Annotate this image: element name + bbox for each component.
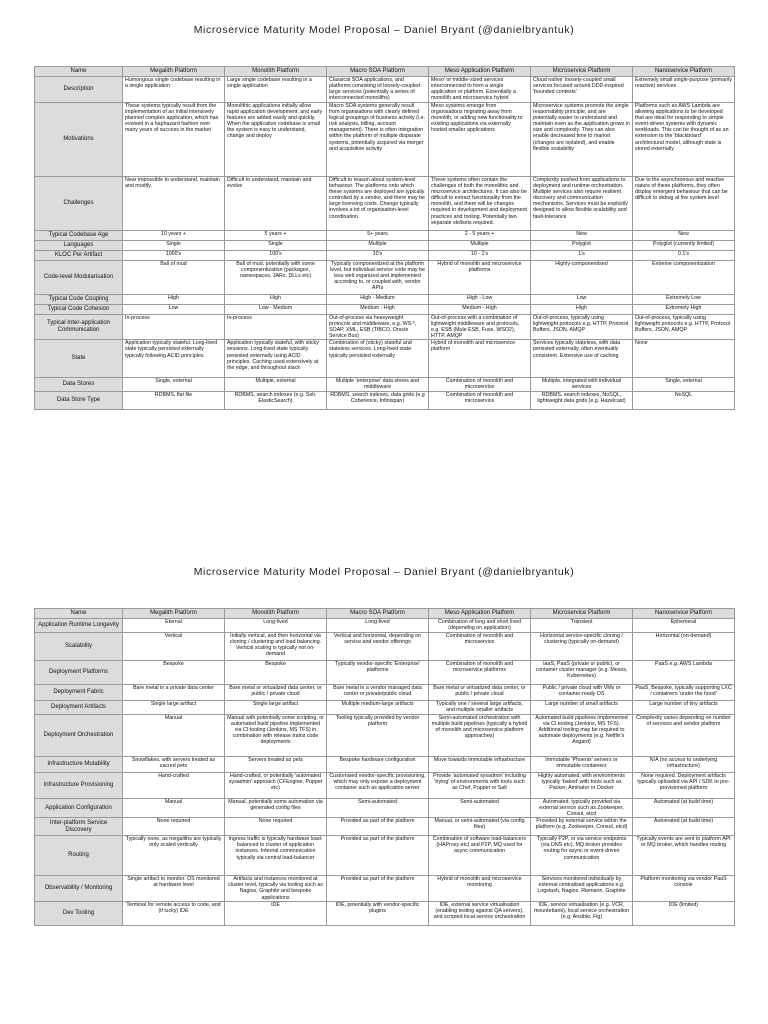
column-header: Monolith Platform [225,609,327,619]
maturity-table-1 [34,66,735,410]
table-cell: Automated (at build time) [633,818,735,836]
row-label: Typical Code Cohesion [35,305,123,315]
table-cell: In-process [225,315,327,340]
row-label: Deployment Artifacts [35,701,123,715]
table-cell: Manual [123,799,225,818]
table-cell: Combination of monolith and microservice [429,392,531,410]
table-cell: Ball of mud [123,261,225,295]
table-cell: Multiple [327,241,429,251]
table-cell: Provided as part of the platform [327,836,429,876]
table-cell: None [633,340,735,378]
table-cell: Semi-automated [327,799,429,818]
table-cell: Classical SOA applications, and platforms consisting of loosely-coupled large services (potentially a series of interconnected monoliths) [327,77,429,103]
table-cell: Out-of-process via heavyweight protocols and middleware, e.g. WS-*, SOAP, XML, ESB (TIBCO, Oracle Service Bus) [327,315,429,340]
table-cell: Humongous single codebase resulting in a single application [123,77,225,103]
table-row [35,661,735,685]
table-cell: Vertical [123,633,225,661]
table-cell: Multiple [429,241,531,251]
table-cell: IDE, external service virtualisation (enabling testing against QA servers), and scripted local service orchestration [429,902,531,926]
table-row [35,340,735,378]
table-cell: Multiple 'enterprise' data stores and middleware [327,378,429,392]
table-cell: Typically none, as megaliths are typically only scaled vertically [123,836,225,876]
row-label: Data Stores [35,378,123,392]
table-cell: Hybrid of monolith and microservice monitoring [429,876,531,902]
table-cell: Polyglot (currently limited) [633,241,735,251]
table-cell: High [225,295,327,305]
table-cell: Hybrid of monolith and microservice platforms [429,261,531,295]
table-cell: Manual with potentially some scripting, or automated build pipeline implemented via CI tooling (Jenkins, MS TFS) in combination with release trains code deployments [225,715,327,757]
table-cell: Medium - High [327,305,429,315]
table-cell: RDBMS, flat file [123,392,225,410]
table-cell: Extremely Low [633,295,735,305]
table-cell: Typically vendor-specific 'Enterprise' platforms [327,661,429,685]
table-cell: Terminal for remote access to code, and (if lucky) IDE [123,902,225,926]
table-row [35,392,735,410]
table-row [35,757,735,773]
column-header: Microservice Platform [531,67,633,77]
table-cell: Single [225,241,327,251]
column-header: Monolith Platform [225,67,327,77]
row-label: Code-level Modularisation [35,261,123,295]
table-cell: Macro SOA systems generally result from organisations with clearly defined logical groupings of business activity (i.e. risk analysis, billing, account management). There is often integration within the platform of multiple disparate systems, potentially acquired via merger and acquisition activity [327,103,429,177]
table-cell: Cloud native' loosely-coupled small services focused around DDD-inspired 'bounded contexts' [531,77,633,103]
table-cell: 5+ years [327,231,429,241]
table-cell: Platform monitoring via vendor PaaS console [633,876,735,902]
table-cell: Ephemeral [633,619,735,633]
table-cell: Meso' or middle-sized services interconnected to form a single application or platform. Essentially a monolith and microservice hybrid [429,77,531,103]
table-row [35,77,735,103]
table-cell: 0.1's [633,251,735,261]
table-cell: IDE (limited) [633,902,735,926]
table-cell: Servers treated as pets [225,757,327,773]
table-cell: Single, external [123,378,225,392]
table-cell: These systems often contain the challenges of both the monolithic and microservice architectures. It can also be difficult to extract functionality from the monolith, and there will be changes required in development and deployment practices and tooling. Potentially two separate skillsets required. [429,177,531,231]
table-cell: IDE, service virtualisation (e.g. VCR, mountebank), local service orchestration (e.g. Ansible, Fig) [531,902,633,926]
table-cell: Ingress traffic is typically hardware load-balanced to cluster of application instances. Internal communication typically via central load-balancer [225,836,327,876]
table-cell: Combination of software load-balancers (HAProxy etc) and P2P. MQ used for async communication [429,836,531,876]
table-row [35,315,735,340]
table-cell: Provided by external service within the platform (e.g. Zookeeper, Consul, etcd) [531,818,633,836]
table-cell: Microservice systems promote the single responsibility principle, and are potentially easier to understand and maintain even as the application grows in size and complexity. They can also enable decreased time to market (changes are isolated), and enable flexible scalability [531,103,633,177]
table-cell: Due to the asynchronous and reactive nature of these platforms, they often display emergent behaviour that can be difficult to debug at the system level [633,177,735,231]
table-cell: These systems typically result from the implementation of an initial intensively planned complex application, which has evolved in a haphazard fashion over many years of success in the market [123,103,225,177]
row-label: Inter-platform Service Discovery [35,818,123,836]
row-label: Challenges [35,177,123,231]
column-header: Nanoservice Platform [633,67,735,77]
table-cell: Typically P2P, or via service endpoints (via DNS etc), MQ broker provides routing for async or event-driven communication [531,836,633,876]
table-cell: Horizontal (on-demand) [633,633,735,661]
table-cell: Large number of tiny artifacts [633,701,735,715]
table-cell: 100's [225,251,327,261]
table-cell: Bare metal or virtualized data center, or public / private cloud [429,685,531,701]
column-header: Macro SOA Platform [327,67,429,77]
table-cell: 1000's [123,251,225,261]
table-cell: Tooling typically provided by vendor platform [327,715,429,757]
table-cell: Typically one / several large artifacts, and multiple smaller artifacts [429,701,531,715]
table-row [35,902,735,926]
table-cell: Highly-componentised [531,261,633,295]
table-cell: Near impossible to understand, maintain and modify. [123,177,225,231]
table-cell: 10 - 1's [429,251,531,261]
table-cell: In-process [123,315,225,340]
row-label: Typical Code Coupling [35,295,123,305]
column-header: Meso Application Platform [429,67,531,77]
page-title-1: Microservice Maturity Model Proposal – Daniel Bryant (@danielbryantuk) [193,24,575,36]
table-cell: Complexity pushed from applications to deployment and runtime orchestration. Multiple services also require resilient discovery and communication mechanisms. Services must be explicitly designed to allow flexible scalability and fault-tolerance [531,177,633,231]
table-cell: Monolithic applications initially allow rapid application development, and early features are added easily and quickly. When the application codebase is small the system is easy to understand, change and deploy [225,103,327,177]
table-cell: Hybrid of monolith and microservice platform [429,340,531,378]
table-cell: Bespoke hardware configuration [327,757,429,773]
row-label: Data Store Type [35,392,123,410]
column-header: Megalith Platform [123,609,225,619]
table-cell: Services monitored individually by external centralised applications e.g. Logstash, Nagios, Riemann, Graphite [531,876,633,902]
table-body-1 [35,77,735,410]
table-cell: Manual, or semi-automated (via config files) [429,818,531,836]
table-cell: Medium - High [429,305,531,315]
table-cell: Low [123,305,225,315]
row-label: Infrastructure Mutability [35,757,123,773]
table-cell: Manual, potentially some automation via generated config files [225,799,327,818]
table-cell: Low [531,295,633,305]
table-cell: Eternal [123,619,225,633]
table-cell: IDE, potentially with vendor-specific plugins [327,902,429,926]
table-cell: Bespoke [123,661,225,685]
table-row [35,715,735,757]
table-cell: Highly automated, with environments typically 'baked' with tools such as Packer, Aminator or Docker [531,773,633,799]
table-cell: Artifacts and instances monitored at cluster level, typically via tooling such as Nagios, Graphite and bespoke applications [225,876,327,902]
row-label: Motivations [35,103,123,177]
table-cell: Automated build pipelines implemented via CI tooling (Jenkins, MS TFS). Additional tooling may be required to automate deployments (e.g. Netflix's Asgard) [531,715,633,757]
table-cell: Immutable 'Phoenix' servers or immutable containers [531,757,633,773]
column-header: Name [35,609,123,619]
row-label: Deployment Orchestration [35,715,123,757]
table-row [35,251,735,261]
table-cell: High - Medium [327,295,429,305]
table-cell: Application typically stateful. Long-lived state typically persisted externally typically following ACID principles [123,340,225,378]
table-cell: Out-of-process, typically using lightweight protocols e.g. HTTP, Protocol Buffers, JSON, AMQP [633,315,735,340]
table-cell: None required. Deployment artifacts typically uploaded via API / SDK to pre-provisioned platform [633,773,735,799]
row-label: Observability / Monitoring [35,876,123,902]
table-row [35,619,735,633]
table-cell: RDBMS, search indexes, NoSQL, lightweight data grids (e.g. Hazelcast) [531,392,633,410]
table-cell: Hand-crafted [123,773,225,799]
table-cell: Meso systems emerge from organisations migrating away from monolith, or adding new functionality to existing applications via externally hosted smaller applications [429,103,531,177]
table-cell: Difficult to understand, maintain and evolve [225,177,327,231]
table-cell: Long-lived [225,619,327,633]
table-cell: Combination of long and short lived (depending on application) [429,619,531,633]
table-cell: Bare metal in a private data center [123,685,225,701]
column-header: Meso Application Platform [429,609,531,619]
table-row [35,241,735,251]
table-cell: None required [225,818,327,836]
table-cell: Manual [123,715,225,757]
header-row [35,67,735,77]
table-row [35,295,735,305]
table-row [35,773,735,799]
table-row [35,261,735,295]
table-cell: Services typically stateless, with data persisted externally, often eventually consistent. Extensive use of caching [531,340,633,378]
row-label: Deployment Fabric [35,685,123,701]
table-cell: Single large artifact [123,701,225,715]
row-label: Infrastructure Provisioning [35,773,123,799]
table-cell: 1's [531,251,633,261]
table-cell: 2 - 5 years + [429,231,531,241]
table-row [35,633,735,661]
table-cell: Hand-crafted, or potentially 'automated sysadmin' approach (CFEngine, Puppet etc) [225,773,327,799]
table-cell: PaaS, Bespoke, typically supporting LXC / containers 'under the hood' [633,685,735,701]
column-header: Megalith Platform [123,67,225,77]
table-cell: Initially vertical, and then horizontal via cloning / clustering and load balancing. Vertical scaling is typically not on-demand [225,633,327,661]
table-cell: Combination of monolith and microservice platforms [429,661,531,685]
table-cell: Combination of monolith and microservice [429,378,531,392]
table-cell: NoSQL [633,392,735,410]
row-label: State [35,340,123,378]
row-label: KLOC Per Artifact [35,251,123,261]
table-cell: 5 years + [225,231,327,241]
table-cell: Multiple, integrated with individual services [531,378,633,392]
table-cell: Single large artifact [225,701,327,715]
table-cell: IaaS, PaaS (private or public), or container cluster manager (e.g. Mesos, Kubernetes) [531,661,633,685]
table-cell: PaaS e.g. AWS Lambda [633,661,735,685]
table-cell: None required [123,818,225,836]
table-cell: Provided as part of the platform [327,818,429,836]
table-cell: New [531,231,633,241]
table-cell: Semi-automated [429,799,531,818]
table-cell: Transient [531,619,633,633]
table-cell: Move towards immutable infrastructure [429,757,531,773]
table-row [35,876,735,902]
row-label: Deployment Platforms [35,661,123,685]
row-label: Description [35,77,123,103]
table-cell: High - Low [429,295,531,305]
header-row [35,609,735,619]
table-cell: Bespoke [225,661,327,685]
table-cell: Bare metal or virtualized data center, or public / private cloud [225,685,327,701]
table-row [35,177,735,231]
table-cell: Single artifact to monitor. OS monitored at hardware level [123,876,225,902]
page-title-2: Microservice Maturity Model Proposal – Daniel Bryant (@danielbryantuk) [193,566,575,578]
table-cell: Extremely small single-purpose (primarily reactive) services [633,77,735,103]
column-header: Nanoservice Platform [633,609,735,619]
table-row [35,378,735,392]
table-cell: Combination of (sticky) stateful and stateless services. Long-lived state typically persisted externally [327,340,429,378]
table-cell: RDBMS, search indexes, data grids (e.g Coherence, Infinispan) [327,392,429,410]
table-cell: 10's [327,251,429,261]
table-cell: Snowflakes, with servers treated as sacred pets [123,757,225,773]
table-cell: Ball of mud, potentially with some componentization (packages, namespaces, JARs, DLLs etc) [225,261,327,295]
table-cell: Low - Medium [225,305,327,315]
table-cell: Extremely High [633,305,735,315]
table-cell: Multiple, external [225,378,327,392]
row-label: Routing [35,836,123,876]
table-cell: Polyglot [531,241,633,251]
row-label: Languages [35,241,123,251]
table-cell: Multiple medium-large artifacts [327,701,429,715]
row-label: Scalability [35,633,123,661]
table-cell: Public / private cloud with VMs or container-ready OS [531,685,633,701]
table-cell: Out-of-process, typically using lightweight protocols e.g. HTTP, Protocol Buffers, JSON, AMQP [531,315,633,340]
table-cell: Long-lived [327,619,429,633]
table-cell: IDE [225,902,327,926]
table-cell: Semi-automated orchestration with multiple build pipelines (typically a hybrid of monolith and microservice platform approaches) [429,715,531,757]
table-cell: High [531,305,633,315]
table-row [35,818,735,836]
table-cell: Application typically stateful, with sticky sessions. Long-lived state typically persisted externally using ACID principles. Caching used extensively at the edge, and throughout stack [225,340,327,378]
row-label: Typical Inter-application Communication [35,315,123,340]
maturity-table-2 [34,608,735,926]
table-cell: Horizontal service-specific cloning / clustering (typically on-demand) [531,633,633,661]
table-cell: Large number of small artifacts [531,701,633,715]
row-label: Typical Codebase Age [35,231,123,241]
table-cell: 10 years + [123,231,225,241]
table-body-2 [35,619,735,926]
table-cell: New [633,231,735,241]
table-cell: Typically componentized at the platform level, but individual service code may be less well organized and implemented according to, or coupled with, vendor APIs [327,261,429,295]
table-cell: Customised vendor-specific provisioning, which may only expose a deployment container such as application server [327,773,429,799]
table-cell: Combination of monolith and microservice [429,633,531,661]
table-cell: Provided as part of the platform [327,876,429,902]
table-cell: Large single codebase resulting in a single application [225,77,327,103]
table-cell: Automated, typically provided via external service such as Zookeeper, Consul, etcd [531,799,633,818]
table-cell: Typically events are sent to platform API or MQ broker, which handles routing [633,836,735,876]
table-cell: Single, external [633,378,735,392]
table-cell: Platforms such as AWS Lambda are allowing applications to be developed that are ideal for responding to simple event-driven systems with dynamic workloads. This can be thought of as an extension to the 'blackboard' architectural model, although state is stored externally [633,103,735,177]
row-label: Application Runtime Longevity [35,619,123,633]
row-label: Application Configuration [35,799,123,818]
table-row [35,836,735,876]
table-cell: Automated (at build time) [633,799,735,818]
table-cell: RDBMS, search indexes (e.g. Solr, ElasticSearch) [225,392,327,410]
column-header: Name [35,67,123,77]
table-cell: Complexity varies depending on number of services and vendor platform [633,715,735,757]
column-header: Microservice Platform [531,609,633,619]
table-row [35,685,735,701]
table-cell: Provide 'automated sysadmin' including 'trying' of environments with tools such as Chef, Puppet or Salt [429,773,531,799]
table-row [35,103,735,177]
table-cell: N/A (no access to underlying infrastructure) [633,757,735,773]
column-header: Macro SOA Platform [327,609,429,619]
table-row [35,701,735,715]
table-cell: Single [123,241,225,251]
table-row [35,799,735,818]
table-cell: Bare metal in a vendor managed data center or private/public cloud [327,685,429,701]
table-cell: High [123,295,225,305]
table-cell: Out-of-process with a combination of lightweight middleware and protocols, e.g. ESB (Mule ESB, Fuse, WSO2), HTTP, AMQP [429,315,531,340]
row-label: Dev Tooling [35,902,123,926]
table-cell: Difficult to reason about system-level behaviour. The platforms onto which these systems are deployed are typically controlled by a vendor, and there may be large licensing costs. Change typically involves a lot of organisation-level coordination. [327,177,429,231]
table-cell: Extreme componentization [633,261,735,295]
table-cell: Vertical and horizontal, depending on service and vendor offerings [327,633,429,661]
table-row [35,231,735,241]
table-row [35,305,735,315]
